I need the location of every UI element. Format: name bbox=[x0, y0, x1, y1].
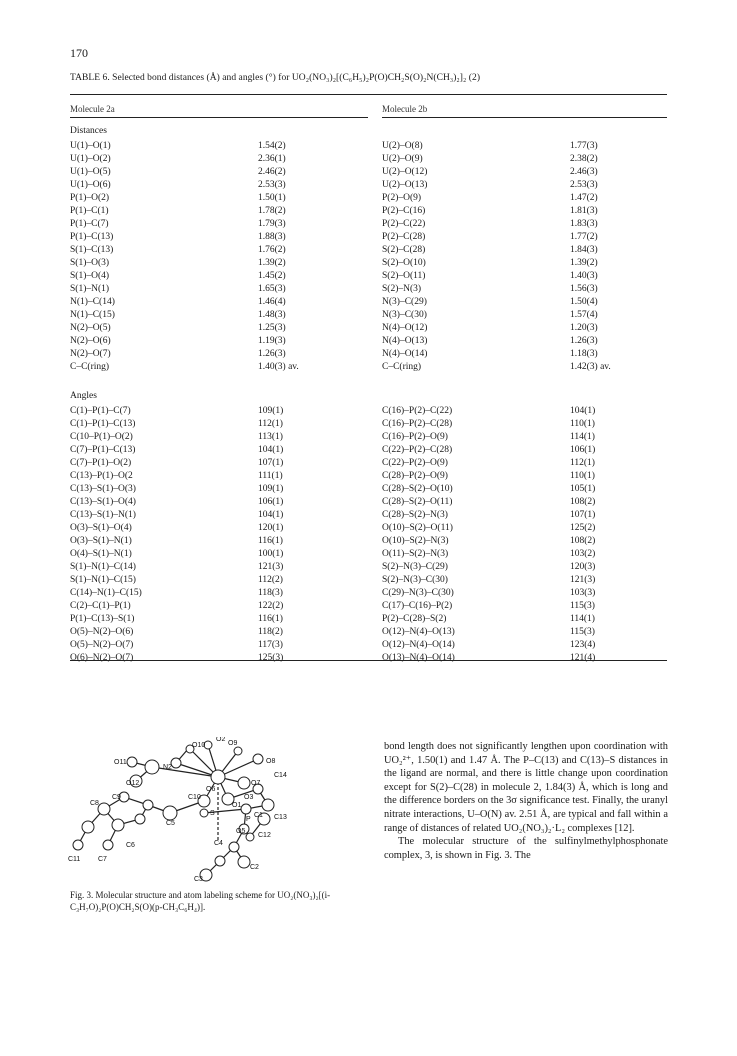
table-row bbox=[70, 652, 670, 664]
bond-left: P(1)–C(13)–S(1) bbox=[70, 614, 135, 624]
atom-label: N2 bbox=[163, 764, 172, 771]
value-left: 2.36(1) bbox=[258, 154, 286, 164]
atom-label: C3 bbox=[194, 876, 203, 883]
bond-right: O(11)–S(2)–N(3) bbox=[382, 549, 449, 559]
table-row bbox=[70, 153, 670, 165]
value-left: 106(1) bbox=[258, 497, 284, 507]
bond-right: U(2)–O(13) bbox=[382, 180, 428, 190]
value-right: 1.20(3) bbox=[570, 323, 598, 333]
value-right: 1.40(3) bbox=[570, 271, 598, 281]
table-row bbox=[70, 179, 670, 191]
value-right: 1.56(3) bbox=[570, 284, 598, 294]
bond-left: S(1)–N(1)–C(14) bbox=[70, 562, 136, 572]
section-distances: Distances bbox=[70, 126, 107, 136]
value-right: 104(1) bbox=[570, 406, 596, 416]
bond-right: C(28)–S(2)–N(3) bbox=[382, 510, 448, 520]
bond-right: N(4)–O(13) bbox=[382, 336, 428, 346]
bond-right: C(28)–S(2)–O(10) bbox=[382, 484, 453, 494]
header-underline-left bbox=[70, 117, 368, 118]
bond-right: N(3)–C(30) bbox=[382, 310, 427, 320]
bond-right: C(28)–P(2)–O(9) bbox=[382, 471, 448, 481]
column-header-left: Molecule 2a bbox=[70, 104, 115, 114]
figure-caption-text: Molecular structure and atom labeling scheme for UO₂(NO₃)₂[(i-C₃H₇O)₂P(O)CH₂S(O)(p-CH₃C₆H₄)]. bbox=[70, 890, 331, 912]
atom-label: S bbox=[210, 810, 215, 817]
value-right: 114(1) bbox=[570, 614, 595, 624]
table-row bbox=[70, 322, 670, 334]
bond-right: S(2)–N(3)–C(30) bbox=[382, 575, 448, 585]
bond-left: U(1)–O(2) bbox=[70, 154, 111, 164]
bond-left: C(13)–S(1)–N(1) bbox=[70, 510, 136, 520]
bond-left: P(1)–C(7) bbox=[70, 219, 109, 229]
table-row bbox=[70, 270, 670, 282]
table-top-rule bbox=[70, 94, 667, 95]
atom-label: C11 bbox=[68, 856, 81, 863]
table-row bbox=[70, 587, 670, 599]
value-left: 109(1) bbox=[258, 406, 284, 416]
value-right: 1.18(3) bbox=[570, 349, 598, 359]
value-right: 108(2) bbox=[570, 536, 596, 546]
body-paragraph-1: bond length does not significantly lengthen upon coordination with UO₂²⁺, 1.50(1) and 1.47 Å. The P–C(13) and C(13)–S distances in the ligand are normal, and there is little change upon coordination except for S(2)–C(28) in molecule 2, 1.84(3) Å, which is long and the difference borders on the 3σ significance test. Finally, the uranyl nitrate interactions, U–O(N) av. 2.51 Å, are typical and fall within a range of distances of related UO₂(NO₃)₂·L₂ complexes [12]. bbox=[384, 741, 668, 834]
bond-left: O(3)–S(1)–O(4) bbox=[70, 523, 132, 533]
value-left: 1.88(3) bbox=[258, 232, 286, 242]
table-row bbox=[70, 431, 670, 443]
value-left: 113(1) bbox=[258, 432, 283, 442]
body-paragraph-2: The molecular structure of the sulfinylmethylphosphonate complex, 3, is shown in Fig. 3. The bbox=[384, 836, 668, 861]
bond-left: C(7)–P(1)–O(2) bbox=[70, 458, 132, 468]
value-right: 1.81(3) bbox=[570, 206, 598, 216]
atom-label: C1 bbox=[254, 812, 263, 819]
atom-label: C13 bbox=[274, 814, 287, 821]
bond-left: S(1)–O(3) bbox=[70, 258, 110, 268]
value-left: 1.39(2) bbox=[258, 258, 286, 268]
atom-label: O1 bbox=[232, 802, 242, 809]
table-row bbox=[70, 535, 670, 547]
value-right: 106(1) bbox=[570, 445, 596, 455]
bond-right: S(2)–N(3)–C(29) bbox=[382, 562, 448, 572]
table-row bbox=[70, 140, 670, 152]
table-row bbox=[70, 574, 670, 586]
value-right: 110(1) bbox=[570, 419, 595, 429]
value-right: 1.47(2) bbox=[570, 193, 598, 203]
value-right: 107(1) bbox=[570, 510, 596, 520]
value-right: 110(1) bbox=[570, 471, 595, 481]
bond-left: O(4)–S(1)–N(1) bbox=[70, 549, 132, 559]
value-left: 1.48(3) bbox=[258, 310, 286, 320]
table-row bbox=[70, 231, 670, 243]
bond-right: N(3)–C(29) bbox=[382, 297, 427, 307]
value-right: 112(1) bbox=[570, 458, 595, 468]
value-right: 115(3) bbox=[570, 627, 595, 637]
value-left: 1.25(3) bbox=[258, 323, 286, 333]
value-left: 1.40(3) av. bbox=[258, 362, 299, 372]
bond-left: N(2)–O(6) bbox=[70, 336, 111, 346]
atom-label: O6 bbox=[206, 786, 216, 793]
value-left: 1.54(2) bbox=[258, 141, 286, 151]
bond-left: U(1)–O(1) bbox=[70, 141, 111, 151]
atom-label: C14 bbox=[274, 772, 287, 779]
bond-right: P(2)–C(16) bbox=[382, 206, 426, 216]
table-bottom-rule bbox=[70, 660, 667, 661]
value-left: 117(3) bbox=[258, 640, 283, 650]
bond-left: C(1)–P(1)–C(13) bbox=[70, 419, 136, 429]
table-row bbox=[70, 361, 670, 373]
value-right: 123(4) bbox=[570, 640, 596, 650]
bond-left: N(2)–O(7) bbox=[70, 349, 111, 359]
table-row bbox=[70, 244, 670, 256]
value-left: 1.78(2) bbox=[258, 206, 286, 216]
bond-left: S(1)–N(1)–C(15) bbox=[70, 575, 136, 585]
bond-left: O(3)–S(1)–N(1) bbox=[70, 536, 132, 546]
table-row bbox=[70, 639, 670, 651]
value-left: 109(1) bbox=[258, 484, 284, 494]
atom-label: C6 bbox=[126, 842, 135, 849]
bond-left: C(13)–S(1)–O(4) bbox=[70, 497, 136, 507]
bond-right: C(16)–P(2)–C(22) bbox=[382, 406, 453, 416]
atom-label: O7 bbox=[251, 780, 261, 787]
bond-left: P(1)–C(1) bbox=[70, 206, 109, 216]
bond-left: C–C(ring) bbox=[70, 362, 110, 372]
bond-right: O(12)–N(4)–O(14) bbox=[382, 640, 455, 650]
bond-left: N(2)–O(5) bbox=[70, 323, 111, 333]
table-row bbox=[70, 166, 670, 178]
atom-label: O3 bbox=[244, 794, 254, 801]
value-left: 1.19(3) bbox=[258, 336, 286, 346]
bond-left: S(1)–C(13) bbox=[70, 245, 114, 255]
table-row bbox=[70, 296, 670, 308]
value-right: 1.42(3) av. bbox=[570, 362, 611, 372]
bond-left: C(14)–N(1)–C(15) bbox=[70, 588, 142, 598]
value-right: 115(3) bbox=[570, 601, 595, 611]
table-row bbox=[70, 405, 670, 417]
table-row bbox=[70, 205, 670, 217]
atom-label: C2 bbox=[250, 864, 259, 871]
value-right: 1.39(2) bbox=[570, 258, 598, 268]
table-row bbox=[70, 257, 670, 269]
value-left: 118(3) bbox=[258, 588, 283, 598]
table-caption: TABLE 6. Selected bond distances (Å) and angles (°) for UO₂(NO₃)₂[(C₆H₅)₂P(O)CH₂S(O)₂N(CH₃)₂]₂ (2) bbox=[70, 73, 481, 83]
value-right: 121(4) bbox=[570, 653, 596, 663]
table-row bbox=[70, 483, 670, 495]
table-row bbox=[70, 522, 670, 534]
bond-left: N(1)–C(14) bbox=[70, 297, 115, 307]
bond-right: P(2)–O(9) bbox=[382, 193, 422, 203]
bond-left: N(1)–C(15) bbox=[70, 310, 115, 320]
bond-right: C(22)–P(2)–C(28) bbox=[382, 445, 453, 455]
atom-label: C9 bbox=[112, 794, 121, 801]
bond-left: P(1)–C(13) bbox=[70, 232, 114, 242]
bond-right: N(4)–O(14) bbox=[382, 349, 428, 359]
table-row bbox=[70, 192, 670, 204]
value-right: 103(2) bbox=[570, 549, 596, 559]
bond-left: C(2)–C(1)–P(1) bbox=[70, 601, 131, 611]
table-row bbox=[70, 283, 670, 295]
bond-right: U(2)–O(12) bbox=[382, 167, 428, 177]
value-right: 2.46(3) bbox=[570, 167, 598, 177]
value-left: 2.53(3) bbox=[258, 180, 286, 190]
value-left: 1.65(3) bbox=[258, 284, 286, 294]
value-left: 104(1) bbox=[258, 445, 284, 455]
atom-label: O11 bbox=[114, 759, 127, 766]
value-right: 114(1) bbox=[570, 432, 595, 442]
value-left: 1.76(2) bbox=[258, 245, 286, 255]
table-row bbox=[70, 309, 670, 321]
value-right: 120(3) bbox=[570, 562, 596, 572]
bond-right: S(2)–C(28) bbox=[382, 245, 426, 255]
value-right: 1.84(3) bbox=[570, 245, 598, 255]
bond-right: U(2)–O(9) bbox=[382, 154, 423, 164]
bond-left: U(1)–O(6) bbox=[70, 180, 111, 190]
bond-right: P(2)–C(22) bbox=[382, 219, 426, 229]
bond-left: U(1)–O(5) bbox=[70, 167, 111, 177]
atom-label: C5 bbox=[166, 820, 175, 827]
bond-left: O(5)–N(2)–O(6) bbox=[70, 627, 134, 637]
atom-label: O5 bbox=[236, 828, 246, 835]
table-row bbox=[70, 470, 670, 482]
bond-right: P(2)–C(28) bbox=[382, 232, 426, 242]
atom-label: C4 bbox=[214, 840, 223, 847]
atom-label: O9 bbox=[228, 740, 238, 747]
bond-left: C(10–P(1)–O(2) bbox=[70, 432, 133, 442]
value-right: 1.83(3) bbox=[570, 219, 598, 229]
atom-label: O2 bbox=[216, 737, 226, 743]
atom-label: O10 bbox=[192, 742, 206, 749]
bond-left: O(5)–N(2)–O(7) bbox=[70, 640, 134, 650]
value-left: 120(1) bbox=[258, 523, 284, 533]
atom-label: C12 bbox=[258, 832, 271, 839]
value-right: 121(3) bbox=[570, 575, 596, 585]
bond-right: C(22)–P(2)–O(9) bbox=[382, 458, 448, 468]
value-left: 104(1) bbox=[258, 510, 284, 520]
bond-left: S(1)–N(1) bbox=[70, 284, 110, 294]
table-row bbox=[70, 600, 670, 612]
value-right: 1.50(4) bbox=[570, 297, 598, 307]
value-left: 116(1) bbox=[258, 614, 283, 624]
table-row bbox=[70, 348, 670, 360]
table-row bbox=[70, 496, 670, 508]
bond-left: S(1)–O(4) bbox=[70, 271, 110, 281]
atom-label: P bbox=[246, 816, 251, 823]
page-number: 170 bbox=[70, 46, 88, 60]
value-right: 1.57(4) bbox=[570, 310, 598, 320]
atom-label: C8 bbox=[90, 800, 99, 807]
value-left: 100(1) bbox=[258, 549, 284, 559]
value-left: 1.26(3) bbox=[258, 349, 286, 359]
figure-caption-label: Fig. 3. bbox=[70, 890, 94, 900]
bond-right: C–C(ring) bbox=[382, 362, 422, 372]
value-right: 103(3) bbox=[570, 588, 596, 598]
molecular-structure-figure bbox=[68, 737, 358, 887]
bond-left: P(1)–O(2) bbox=[70, 193, 110, 203]
value-left: 112(1) bbox=[258, 419, 283, 429]
table-row bbox=[70, 548, 670, 560]
column-header-right: Molecule 2b bbox=[382, 104, 428, 114]
value-left: 1.45(2) bbox=[258, 271, 286, 281]
value-left: 112(2) bbox=[258, 575, 283, 585]
header-underline-right bbox=[382, 117, 667, 118]
bond-left: C(13)–S(1)–O(3) bbox=[70, 484, 136, 494]
bond-right: C(16)–P(2)–C(28) bbox=[382, 419, 453, 429]
value-left: 1.46(4) bbox=[258, 297, 286, 307]
value-right: 1.77(2) bbox=[570, 232, 598, 242]
table-row bbox=[70, 626, 670, 638]
atom-label: O8 bbox=[266, 758, 276, 765]
value-left: 121(3) bbox=[258, 562, 284, 572]
atom-label: C10 bbox=[188, 794, 201, 801]
section-angles: Angles bbox=[70, 391, 97, 401]
table-row bbox=[70, 613, 670, 625]
value-right: 105(1) bbox=[570, 484, 596, 494]
body-text bbox=[384, 740, 668, 862]
table-row bbox=[70, 444, 670, 456]
value-right: 125(2) bbox=[570, 523, 596, 533]
value-left: 1.79(3) bbox=[258, 219, 286, 229]
bond-right: O(12)–N(4)–O(13) bbox=[382, 627, 455, 637]
table-row bbox=[70, 457, 670, 469]
atom-label: C7 bbox=[98, 856, 107, 863]
bond-left: C(13)–P(1)–O(2 bbox=[70, 471, 133, 481]
bond-right: S(2)–O(11) bbox=[382, 271, 426, 281]
bond-left: C(7)–P(1)–C(13) bbox=[70, 445, 136, 455]
value-left: 118(2) bbox=[258, 627, 283, 637]
value-left: 122(2) bbox=[258, 601, 284, 611]
value-left: 111(1) bbox=[258, 471, 283, 481]
value-left: 125(3) bbox=[258, 653, 284, 663]
value-left: 107(1) bbox=[258, 458, 284, 468]
value-left: 1.50(1) bbox=[258, 193, 286, 203]
value-right: 108(2) bbox=[570, 497, 596, 507]
bond-left: C(1)–P(1)–C(7) bbox=[70, 406, 131, 416]
figure-caption bbox=[70, 889, 360, 913]
table-row bbox=[70, 561, 670, 573]
bond-right: C(28)–S(2)–O(11) bbox=[382, 497, 453, 507]
atom-label: O12 bbox=[126, 780, 140, 787]
bond-right: S(2)–N(3) bbox=[382, 284, 422, 294]
bond-right: O(10)–S(2)–N(3) bbox=[382, 536, 449, 546]
bond-right: N(4)–O(12) bbox=[382, 323, 428, 333]
value-left: 116(1) bbox=[258, 536, 283, 546]
value-left: 2.46(2) bbox=[258, 167, 286, 177]
bond-right: C(29)–N(3)–C(30) bbox=[382, 588, 454, 598]
value-right: 2.38(2) bbox=[570, 154, 598, 164]
value-right: 1.26(3) bbox=[570, 336, 598, 346]
table-row bbox=[70, 418, 670, 430]
bond-left: O(6)–N(2)–O(7) bbox=[70, 653, 134, 663]
bond-right: C(16)–P(2)–O(9) bbox=[382, 432, 448, 442]
bond-right: P(2)–C(28)–S(2) bbox=[382, 614, 447, 624]
bond-right: C(17)–C(16)–P(2) bbox=[382, 601, 453, 611]
bond-right: U(2)–O(8) bbox=[382, 141, 423, 151]
value-right: 1.77(3) bbox=[570, 141, 598, 151]
value-right: 2.53(3) bbox=[570, 180, 598, 190]
table-row bbox=[70, 335, 670, 347]
table-row bbox=[70, 218, 670, 230]
bond-right: O(13)–N(4)–O(14) bbox=[382, 653, 455, 663]
bond-right: O(10)–S(2)–O(11) bbox=[382, 523, 453, 533]
bond-right: S(2)–O(10) bbox=[382, 258, 426, 268]
table-row bbox=[70, 509, 670, 521]
